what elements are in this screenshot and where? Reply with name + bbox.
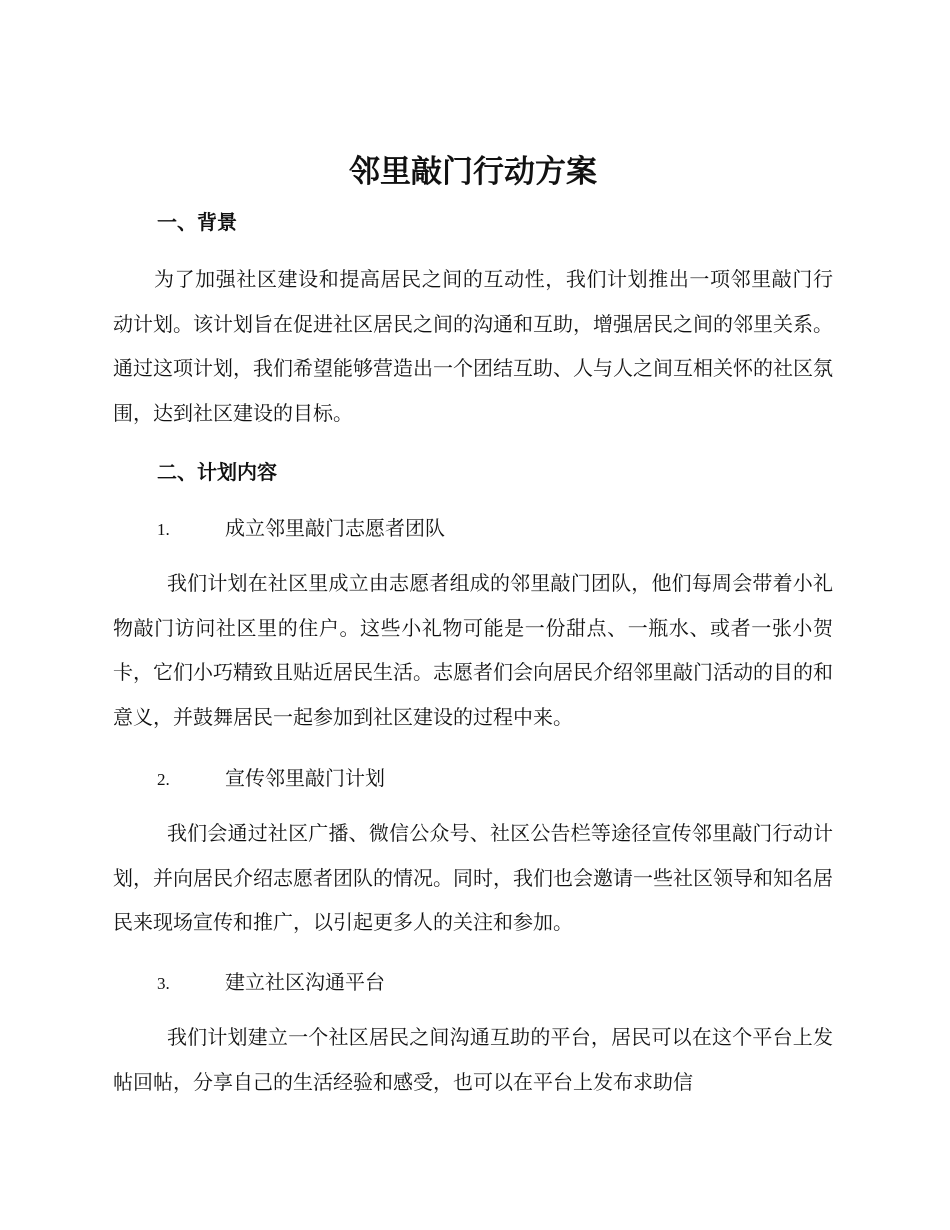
list-item-title: 建立社区沟通平台 [225, 970, 385, 994]
background-paragraph: 为了加强社区建设和提高居民之间的互动性，我们计划推出一项邻里敲门行动计划。该计划旨在促进社区居民之间的沟通和互助，增强居民之间的邻里关系。通过这项计划，我们希望能够营造出一个团结互助、人与人之间互相关怀的社区氛围，达到社区建设的目标。 [113, 267, 833, 425]
document-title: 邻里敲门行动方案 [349, 154, 597, 190]
list-item-title: 宣传邻里敲门计划 [225, 766, 385, 790]
document-page [113, 0, 833, 1230]
list-item [157, 967, 385, 999]
section-heading-background: 一、背景 [157, 210, 237, 234]
list-item [157, 513, 445, 545]
item-paragraph: 我们会通过社区广播、微信公众号、社区公告栏等途径宣传邻里敲门行动计划，并向居民介绍志愿者团队的情况。同时，我们也会邀请一些社区领导和知名居民来现场宣传和推广，以引起更多人的关注和参加。 [113, 821, 833, 934]
list-item-number: 2. [157, 770, 170, 789]
item-paragraph: 我们计划在社区里成立由志愿者组成的邻里敲门团队，他们每周会带着小礼物敲门访问社区里的住户。这些小礼物可能是一份甜点、一瓶水、或者一张小贺卡，它们小巧精致且贴近居民生活。志愿者们会向居民介绍邻里敲门活动的目的和意义，并鼓舞居民一起参加到社区建设的过程中来。 [113, 571, 833, 729]
list-item-title: 成立邻里敲门志愿者团队 [225, 516, 445, 540]
section-heading-plan-content: 二、计划内容 [157, 460, 277, 484]
list-item-number: 1. [157, 520, 170, 539]
item-paragraph: 我们计划建立一个社区居民之间沟通互助的平台，居民可以在这个平台上发帖回帖，分享自己的生活经验和感受，也可以在平台上发布求助信 [113, 1025, 833, 1094]
list-item-number: 3. [157, 974, 170, 993]
list-item [157, 763, 385, 795]
